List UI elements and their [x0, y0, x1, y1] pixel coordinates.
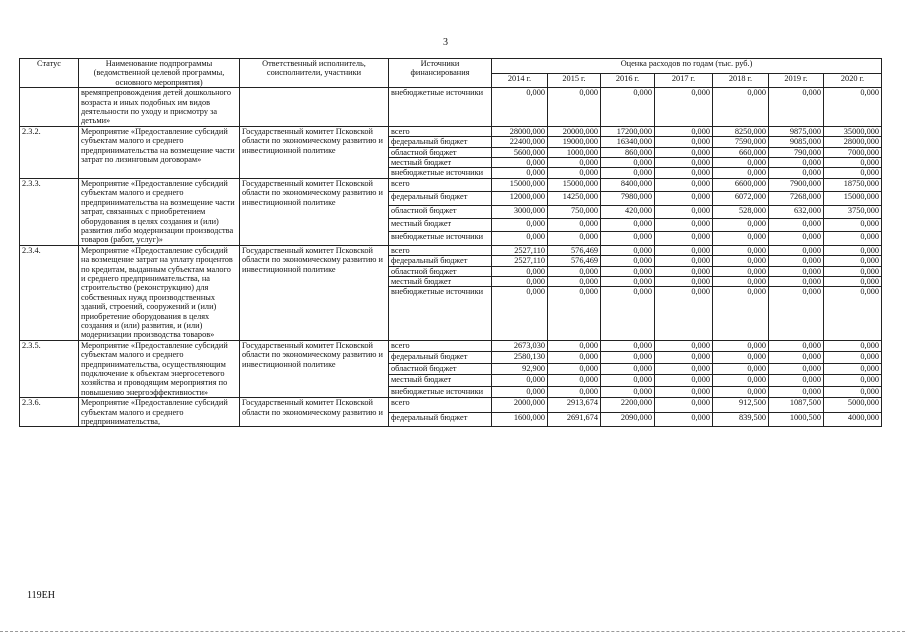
status-cell: 2.3.4.	[20, 245, 79, 340]
header-status: Статус	[20, 59, 79, 88]
value-cell: 0,000	[655, 137, 713, 147]
status-cell: 2.3.2.	[20, 126, 79, 178]
scan-edge-line	[0, 631, 905, 632]
value-cell: 0,000	[769, 287, 824, 340]
source-cell: областной бюджет	[389, 147, 492, 157]
source-cell: областной бюджет	[389, 266, 492, 276]
value-cell: 0,000	[548, 88, 601, 127]
value-cell: 0,000	[655, 412, 713, 427]
value-cell: 1000,000	[548, 147, 601, 157]
source-cell: местный бюджет	[389, 375, 492, 386]
value-cell: 0,000	[655, 168, 713, 178]
source-cell: федеральный бюджет	[389, 137, 492, 147]
header-year: 2015 г.	[548, 73, 601, 88]
value-cell: 0,000	[492, 88, 548, 127]
value-cell: 0,000	[655, 158, 713, 168]
source-cell: местный бюджет	[389, 158, 492, 168]
value-cell: 5600,000	[492, 147, 548, 157]
value-cell: 860,000	[601, 147, 655, 157]
value-cell: 0,000	[824, 158, 882, 168]
value-cell: 15000,000	[548, 178, 601, 191]
header-source: Источники финансирования	[389, 59, 492, 88]
value-cell: 0,000	[713, 218, 769, 231]
header-year: 2018 г.	[713, 73, 769, 88]
value-cell: 0,000	[655, 375, 713, 386]
value-cell: 1600,000	[492, 412, 548, 427]
value-cell: 2913,674	[548, 398, 601, 413]
value-cell: 0,000	[655, 245, 713, 255]
value-cell: 0,000	[769, 158, 824, 168]
value-cell: 0,000	[655, 126, 713, 136]
value-cell: 0,000	[655, 178, 713, 191]
name-cell: Мероприятие «Предоставление субсидий субъектам малого и среднего предпринимательства на возмещение части затрат, связанных с приобретением оборудования в целях создания и (или) развития либо модернизации производства товаров (работ, услуг)»	[79, 178, 240, 245]
header-executor: Ответственный исполнитель, соисполнители, участники	[240, 59, 389, 88]
executor-cell: Государственный комитет Псковской области по экономическому развитию и	[240, 398, 389, 427]
value-cell: 0,000	[769, 363, 824, 374]
value-cell: 2580,130	[492, 352, 548, 363]
table-row	[20, 398, 882, 413]
value-cell: 0,000	[824, 352, 882, 363]
value-cell: 0,000	[492, 158, 548, 168]
value-cell: 28000,000	[492, 126, 548, 136]
status-cell: 2.3.6.	[20, 398, 79, 427]
value-cell: 660,000	[713, 147, 769, 157]
value-cell: 28000,000	[824, 137, 882, 147]
value-cell: 20000,000	[548, 126, 601, 136]
value-cell: 0,000	[492, 386, 548, 398]
value-cell: 0,000	[713, 266, 769, 276]
value-cell: 17200,000	[601, 126, 655, 136]
name-cell: Мероприятие «Предоставление субсидий субъектам малого и среднего предпринимательства на возмещение части затрат по лизинговым договорам»	[79, 126, 240, 178]
value-cell: 0,000	[824, 276, 882, 286]
table-row	[20, 178, 882, 191]
value-cell: 0,000	[713, 340, 769, 351]
value-cell: 0,000	[548, 352, 601, 363]
header-year: 2016 г.	[601, 73, 655, 88]
value-cell: 12000,000	[492, 192, 548, 205]
value-cell: 0,000	[713, 158, 769, 168]
value-cell: 7000,000	[824, 147, 882, 157]
value-cell: 0,000	[769, 266, 824, 276]
value-cell: 0,000	[492, 232, 548, 245]
value-cell: 0,000	[655, 192, 713, 205]
value-cell: 0,000	[548, 375, 601, 386]
value-cell: 0,000	[601, 232, 655, 245]
value-cell: 0,000	[601, 256, 655, 266]
value-cell: 0,000	[601, 363, 655, 374]
value-cell: 790,000	[769, 147, 824, 157]
value-cell: 0,000	[713, 375, 769, 386]
value-cell: 0,000	[713, 276, 769, 286]
value-cell: 632,000	[769, 205, 824, 218]
value-cell: 15000,000	[492, 178, 548, 191]
header-year: 2019 г.	[769, 73, 824, 88]
value-cell: 0,000	[824, 88, 882, 127]
name-cell: времяпрепровождения детей дошкольного возраста и иных подобных им видов деятельности по уходу и присмотру за детьми»	[79, 88, 240, 127]
status-cell	[20, 88, 79, 127]
value-cell: 0,000	[601, 88, 655, 127]
value-cell: 0,000	[655, 232, 713, 245]
value-cell: 0,000	[548, 158, 601, 168]
table-row	[20, 88, 882, 127]
value-cell: 0,000	[824, 232, 882, 245]
value-cell: 2527,110	[492, 256, 548, 266]
source-cell: внебюджетные источники	[389, 287, 492, 340]
value-cell: 0,000	[655, 88, 713, 127]
source-cell: федеральный бюджет	[389, 192, 492, 205]
value-cell: 0,000	[655, 386, 713, 398]
page-number: 3	[443, 37, 448, 48]
header-estimate: Оценка расходов по годам (тыс. руб.)	[492, 59, 882, 74]
value-cell: 0,000	[713, 168, 769, 178]
value-cell: 0,000	[601, 287, 655, 340]
source-cell: областной бюджет	[389, 363, 492, 374]
value-cell: 0,000	[769, 245, 824, 255]
value-cell: 2527,110	[492, 245, 548, 255]
value-cell: 0,000	[548, 232, 601, 245]
status-cell: 2.3.3.	[20, 178, 79, 245]
source-cell: всего	[389, 398, 492, 413]
value-cell: 0,000	[713, 256, 769, 266]
value-cell: 0,000	[655, 276, 713, 286]
value-cell: 0,000	[713, 352, 769, 363]
value-cell: 0,000	[824, 256, 882, 266]
value-cell: 0,000	[824, 168, 882, 178]
value-cell: 0,000	[769, 218, 824, 231]
value-cell: 750,000	[548, 205, 601, 218]
value-cell: 0,000	[713, 287, 769, 340]
value-cell: 9085,000	[769, 137, 824, 147]
value-cell: 0,000	[824, 245, 882, 255]
value-cell: 0,000	[769, 340, 824, 351]
value-cell: 0,000	[655, 287, 713, 340]
value-cell: 0,000	[601, 168, 655, 178]
value-cell: 8400,000	[601, 178, 655, 191]
value-cell: 0,000	[824, 340, 882, 351]
value-cell: 15000,000	[824, 192, 882, 205]
value-cell: 8250,000	[713, 126, 769, 136]
header-year: 2020 г.	[824, 73, 882, 88]
source-cell: областной бюджет	[389, 205, 492, 218]
value-cell: 0,000	[601, 218, 655, 231]
source-cell: местный бюджет	[389, 218, 492, 231]
value-cell: 0,000	[655, 218, 713, 231]
value-cell: 0,000	[548, 276, 601, 286]
executor-cell: Государственный комитет Псковской области по экономическому развитию и инвестиционной политике	[240, 126, 389, 178]
source-cell: всего	[389, 245, 492, 255]
name-cell: Мероприятие «Предоставление субсидий на возмещение затрат на уплату процентов по кредитам, выданным субъектам малого и среднего предпринимательства, на строительство (реконструкцию) для собственных нужд производственных зданий, строений, сооружений и (или) приобретение оборудования в целях создания и (или) развития, и (или) модернизации производства товаров»	[79, 245, 240, 340]
value-cell: 912,500	[713, 398, 769, 413]
value-cell: 2090,000	[601, 412, 655, 427]
value-cell: 19000,000	[548, 137, 601, 147]
value-cell: 0,000	[769, 168, 824, 178]
value-cell: 0,000	[824, 386, 882, 398]
value-cell: 0,000	[769, 232, 824, 245]
name-cell: Мероприятие «Предоставление субсидий субъектам малого и среднего предпринимательства,	[79, 398, 240, 427]
executor-cell	[240, 88, 389, 127]
value-cell: 16340,000	[601, 137, 655, 147]
value-cell: 576,469	[548, 256, 601, 266]
value-cell: 0,000	[655, 147, 713, 157]
value-cell: 0,000	[713, 245, 769, 255]
value-cell: 0,000	[824, 287, 882, 340]
value-cell: 1000,500	[769, 412, 824, 427]
source-cell: федеральный бюджет	[389, 412, 492, 427]
value-cell: 4000,000	[824, 412, 882, 427]
source-cell: федеральный бюджет	[389, 352, 492, 363]
source-cell: местный бюджет	[389, 276, 492, 286]
value-cell: 0,000	[769, 88, 824, 127]
source-cell: всего	[389, 126, 492, 136]
value-cell: 0,000	[769, 276, 824, 286]
value-cell: 420,000	[601, 205, 655, 218]
value-cell: 0,000	[601, 375, 655, 386]
value-cell: 0,000	[548, 287, 601, 340]
value-cell: 0,000	[769, 256, 824, 266]
status-cell: 2.3.5.	[20, 340, 79, 397]
value-cell: 18750,000	[824, 178, 882, 191]
value-cell: 0,000	[548, 340, 601, 351]
value-cell: 0,000	[492, 218, 548, 231]
value-cell: 0,000	[548, 218, 601, 231]
value-cell: 528,000	[713, 205, 769, 218]
value-cell: 6600,000	[713, 178, 769, 191]
value-cell: 0,000	[492, 266, 548, 276]
value-cell: 7268,000	[769, 192, 824, 205]
value-cell: 0,000	[601, 266, 655, 276]
value-cell: 0,000	[655, 256, 713, 266]
value-cell: 0,000	[769, 375, 824, 386]
table-row	[20, 126, 882, 136]
value-cell: 0,000	[492, 375, 548, 386]
source-cell: внебюджетные источники	[389, 232, 492, 245]
value-cell: 6072,000	[713, 192, 769, 205]
value-cell: 0,000	[655, 398, 713, 413]
value-cell: 0,000	[601, 386, 655, 398]
source-cell: всего	[389, 178, 492, 191]
value-cell: 0,000	[548, 266, 601, 276]
value-cell: 2200,000	[601, 398, 655, 413]
value-cell: 0,000	[713, 386, 769, 398]
header-name: Наименование подпрограммы (ведомственной целевой программы, основного мероприятия)	[79, 59, 240, 88]
value-cell: 2000,000	[492, 398, 548, 413]
value-cell: 2691,674	[548, 412, 601, 427]
value-cell: 0,000	[824, 363, 882, 374]
source-cell: всего	[389, 340, 492, 351]
value-cell: 0,000	[824, 218, 882, 231]
value-cell: 0,000	[769, 352, 824, 363]
value-cell: 9875,000	[769, 126, 824, 136]
value-cell: 7980,000	[601, 192, 655, 205]
executor-cell: Государственный комитет Псковской области по экономическому развитию и инвестиционной политике	[240, 340, 389, 397]
value-cell: 0,000	[655, 352, 713, 363]
value-cell: 0,000	[713, 232, 769, 245]
value-cell: 92,900	[492, 363, 548, 374]
value-cell: 0,000	[492, 168, 548, 178]
value-cell: 7590,000	[713, 137, 769, 147]
header-year: 2014 г.	[492, 73, 548, 88]
value-cell: 0,000	[601, 340, 655, 351]
value-cell: 0,000	[548, 168, 601, 178]
source-cell: внебюджетные источники	[389, 386, 492, 398]
value-cell: 0,000	[601, 245, 655, 255]
value-cell: 0,000	[655, 205, 713, 218]
expenses-table	[19, 58, 882, 427]
name-cell: Мероприятие «Предоставление субсидий субъектам малого и среднего предпринимательства, осуществляющим подключение к объектам энергосетевого хозяйства и проводящим мероприятия по повышению энергоэффективности»	[79, 340, 240, 397]
value-cell: 0,000	[713, 88, 769, 127]
value-cell: 14250,000	[548, 192, 601, 205]
value-cell: 7900,000	[769, 178, 824, 191]
value-cell: 0,000	[824, 266, 882, 276]
value-cell: 2673,030	[492, 340, 548, 351]
value-cell: 0,000	[655, 340, 713, 351]
executor-cell: Государственный комитет Псковской области по экономическому развитию и инвестиционной политике	[240, 245, 389, 340]
value-cell: 22400,000	[492, 137, 548, 147]
value-cell: 839,500	[713, 412, 769, 427]
value-cell: 576,469	[548, 245, 601, 255]
value-cell: 0,000	[492, 276, 548, 286]
executor-cell: Государственный комитет Псковской области по экономическому развитию и инвестиционной политике	[240, 178, 389, 245]
source-cell: внебюджетные источники	[389, 88, 492, 127]
value-cell: 3000,000	[492, 205, 548, 218]
value-cell: 0,000	[601, 158, 655, 168]
source-cell: внебюджетные источники	[389, 168, 492, 178]
value-cell: 35000,000	[824, 126, 882, 136]
value-cell: 0,000	[769, 386, 824, 398]
value-cell: 0,000	[601, 352, 655, 363]
value-cell: 0,000	[548, 386, 601, 398]
document-code: 119ЕН	[27, 590, 55, 601]
header-year: 2017 г.	[655, 73, 713, 88]
source-cell: федеральный бюджет	[389, 256, 492, 266]
value-cell: 0,000	[548, 363, 601, 374]
value-cell: 3750,000	[824, 205, 882, 218]
table-row	[20, 245, 882, 255]
table-row	[20, 340, 882, 351]
value-cell: 5000,000	[824, 398, 882, 413]
value-cell: 0,000	[655, 266, 713, 276]
value-cell: 0,000	[824, 375, 882, 386]
value-cell: 0,000	[713, 363, 769, 374]
value-cell: 1087,500	[769, 398, 824, 413]
value-cell: 0,000	[655, 363, 713, 374]
value-cell: 0,000	[492, 287, 548, 340]
value-cell: 0,000	[601, 276, 655, 286]
